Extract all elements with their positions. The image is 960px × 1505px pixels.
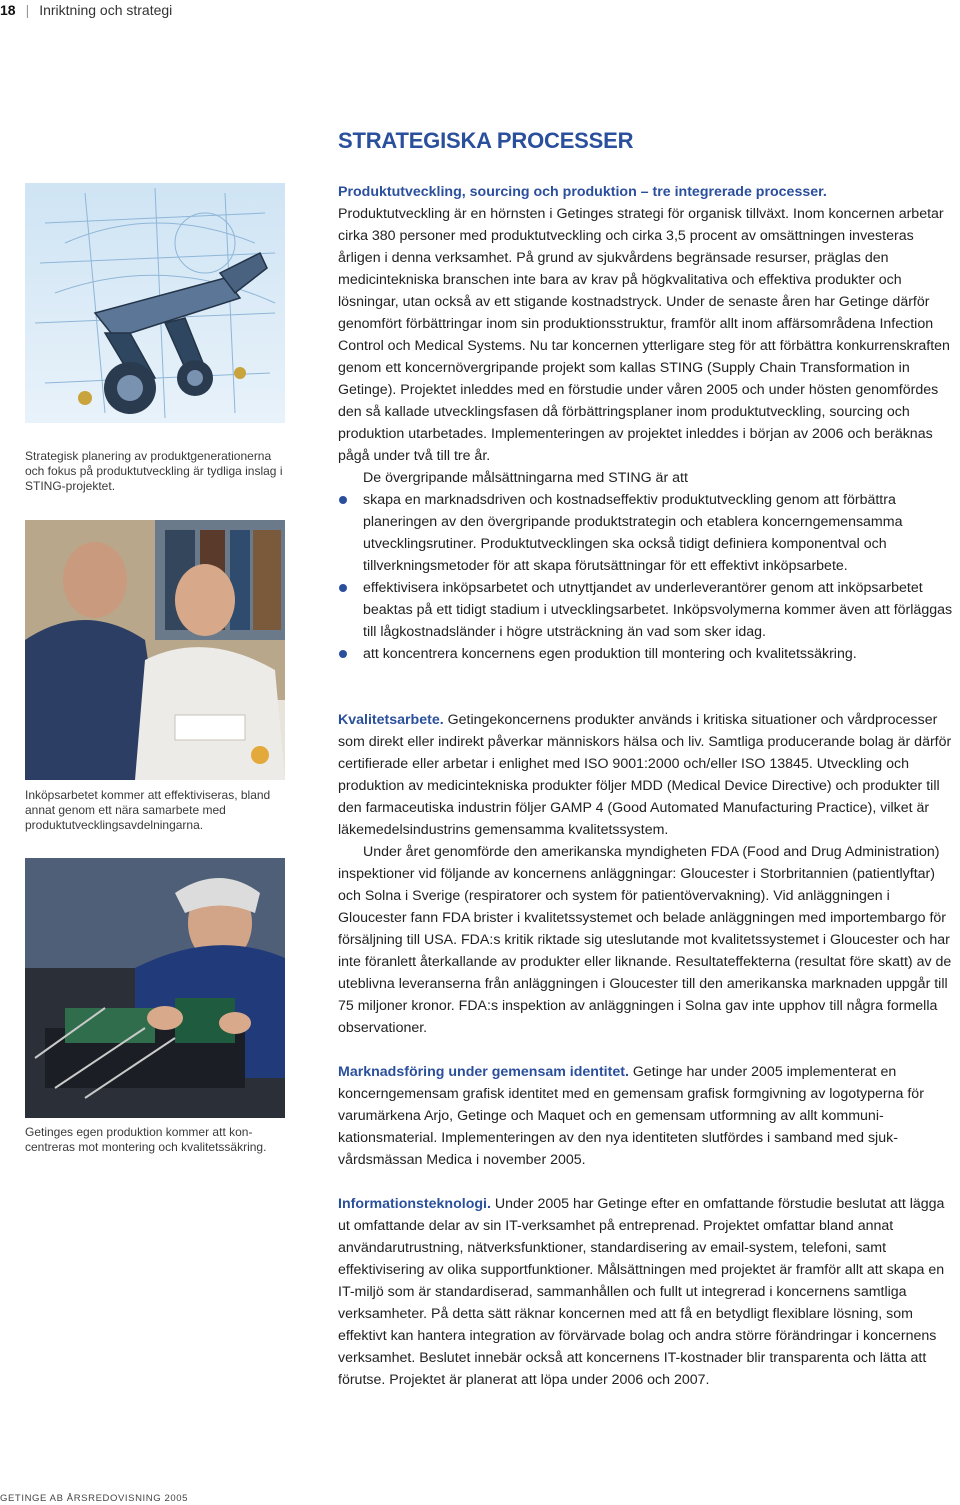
section-quality [338,709,960,1039]
wheelchair-image [25,183,285,423]
caption-assembly: Getinges egen produktion kommer att koncentreras mot montering och kvalitetssäkring. [25,1125,267,1154]
bullet-icon [339,584,347,592]
section-marketing [338,1061,960,1171]
section-paragraph [338,1193,960,1391]
list-item-text: att koncentrera koncernens egen produktion till montering och kvalitetssäkring. [363,646,857,662]
photo-assembly [25,858,285,1118]
list-item-text: skapa en marknadsdriven och kostnadseffektiv produktutveckling genom att förbättra planeringen av den övergripande produktstrategin och etablera koncerngemensamma utvecklingsrutiner. Produktutvecklingen ska också tidigt definiera komponentval och tillverkningsmetoder för att skapa förutsättningar för ett effektivt inköpsarbete. [363,492,903,574]
caption-wheelchair: Strategisk planering av produktgenerationerna och fokus på produktutveckling är tydliga inslag i STING-projektet. [25,449,283,493]
section-paragraph [338,709,960,841]
photo-wheelchair [25,183,285,423]
bullet-icon [339,650,347,658]
goals-list [338,489,960,665]
page-number: 18 [0,2,16,18]
header-separator: | [25,2,30,18]
section-text: Getinge har under 2005 implementerat en koncerngemensam grafisk identitet med en gemensam grafisk formgivning av logotyperna för varumärkena Arjo, Getinge och Maquet och en gemensam utformning av allt kommunikationsmaterial. Implementeringen av den nya identiteten slutfördes i samband med sjukvårdsmässan Medica i november 2005. [338,1064,924,1168]
section-lead: Informationsteknologi. [338,1196,491,1212]
list-item [338,489,960,577]
section-name: Inriktning och strategi [39,2,173,18]
section-text: Getingekoncernens produkter används i kritiska situationer och vårdprocesser som direkt eller indirekt påverkar människors hälsa och liv. Samtliga producerande bolag är därför certifierade eller arbetar i enlighet med ISO 9001:2000 och/eller ISO 13845. Utveckling och produktion av medicintekniska produkter följer MDD (Medical Device Directive) och produkter till den farmaceutiska industrin följer GAMP 4 (Good Automated Manufacturing Practice), vilket är läkemedelsindustrins gemensamma kvalitetssystem. [338,712,952,838]
running-header [0,0,172,20]
list-item [338,577,960,643]
section-paragraph [338,1061,960,1171]
section-it [338,1193,960,1391]
section-paragraph: De övergripande målsättningarna med STING är att [363,470,688,486]
page-footer: GETINGE AB ÅRSREDOVISNING 2005 [0,1493,188,1504]
section-lead: Marknadsföring under gemensam identitet. [338,1064,629,1080]
section-lead: Kvalitetsarbete. [338,712,444,728]
caption-office: Inköpsarbetet kommer att effektiviseras, bland annat genom ett nära samarbete med produktutvecklingsavdelningarna. [25,788,271,832]
section-strategic-processes [338,181,960,665]
page-title: STRATEGISKA PROCESSER [338,128,634,153]
section-paragraph: Produktutveckling är en hörnsten i Getinges strategi för organisk tillväxt. Inom koncernen arbetar cirka 380 personer med produktutveckling och cirka 3,5 procent av omsättningen investeras årligen i denna verksamhet. På grund av sjukvårdens begränsade resurser, präglas den medicintekniska branschen inte bara av krav på högkvalitativa och effektiva produkter och lösningar, utan också av ett stigande kostnadstryck. Under de senaste åren har Getinge därför genomfört förbättringar inom sin produktionsstruktur, framför allt inom affärsområdena Infection Control och Medical Systems. Nu tar koncernen ytterligare steg för att förbättra konkurrenskraften genom ett koncernövergripande projekt som kallas STING (Supply Chain Transformation in Getinge). Projektet inleddes med en förstudie under våren 2005 och under hösten genomfördes den så kallade utvecklingsfasen då förbättringsplaner inom produktutveckling, sourcing och produktion utarbetades. Implementeringen av projektet inleddes i början av 2006 och beräknas pågå under två till tre år. [338,206,950,464]
section-paragraph: Under året genomförde den amerikanska myndigheten FDA (Food and Drug Administration) inspektioner vid följande av koncernens anläggningar: Gloucester i Storbritannien (patientlyftar) och Solna i Sverige (respiratorer och system för patientövervakning). Vid anläggningen i Gloucester fann FDA brister i kvalitetssystemet och belade anläggningen med importembargo för försäljning till USA. FDA:s kritik riktade sig uteslutande mot kvalitetssystemet i Gloucester och har inte föranlett återkallande av produkter eller liknande. Resultateffekterna (resultat före skatt) av de uteblivna leveranserna från anläggningen i Gloucester till den amerikanska marknaden uppgår till 75 miljoner kronor. FDA:s inspektion av anläggningen i Solna gav inte upphov till några formella observationer. [338,844,952,1036]
list-item-text: effektivisera inköpsarbetet och utnyttjandet av underleverantörer genom att inköpsarbetet beaktas på ett tidigt stadium i utvecklingsarbetet. Inköpsvolymerna kommer även att förläggas till lågkostnadsländer i högre utsträckning än vad som sker idag. [363,580,953,640]
section-subtitle: Produktutveckling, sourcing och produktion – tre integrerade processer. [338,184,827,200]
office-image [25,520,285,780]
photo-office [25,520,285,780]
section-text: Under 2005 har Getinge efter en omfattande förstudie beslutat att lägga ut omfattande delar av sin IT-verksamhet på entreprenad. Projektet omfattar bland annat användarutrustning, nätverksfunktioner, standardisering av email-system, telefoni, samt effektivisering av olika supportfunktioner. Målsättningen med projektet är framför allt att skapa en IT-miljö som är standardiserad, sammanhållen och fullt ut integrerad i koncernens samtliga verksamheter. På detta sätt räknar koncernen med att få en betydligt flexiblare lösning, som effektivt kan hantera integration av förvärvade bolag och andra större förändringar i koncernens verksamhet. Beslutet innebär också att koncernens IT-kostnader blir transparenta och lätta att förutse. Projektet är planerat att löpa under 2006 och 2007. [338,1196,945,1388]
bullet-icon [339,496,347,504]
assembly-image [25,858,285,1118]
list-item [338,643,960,665]
